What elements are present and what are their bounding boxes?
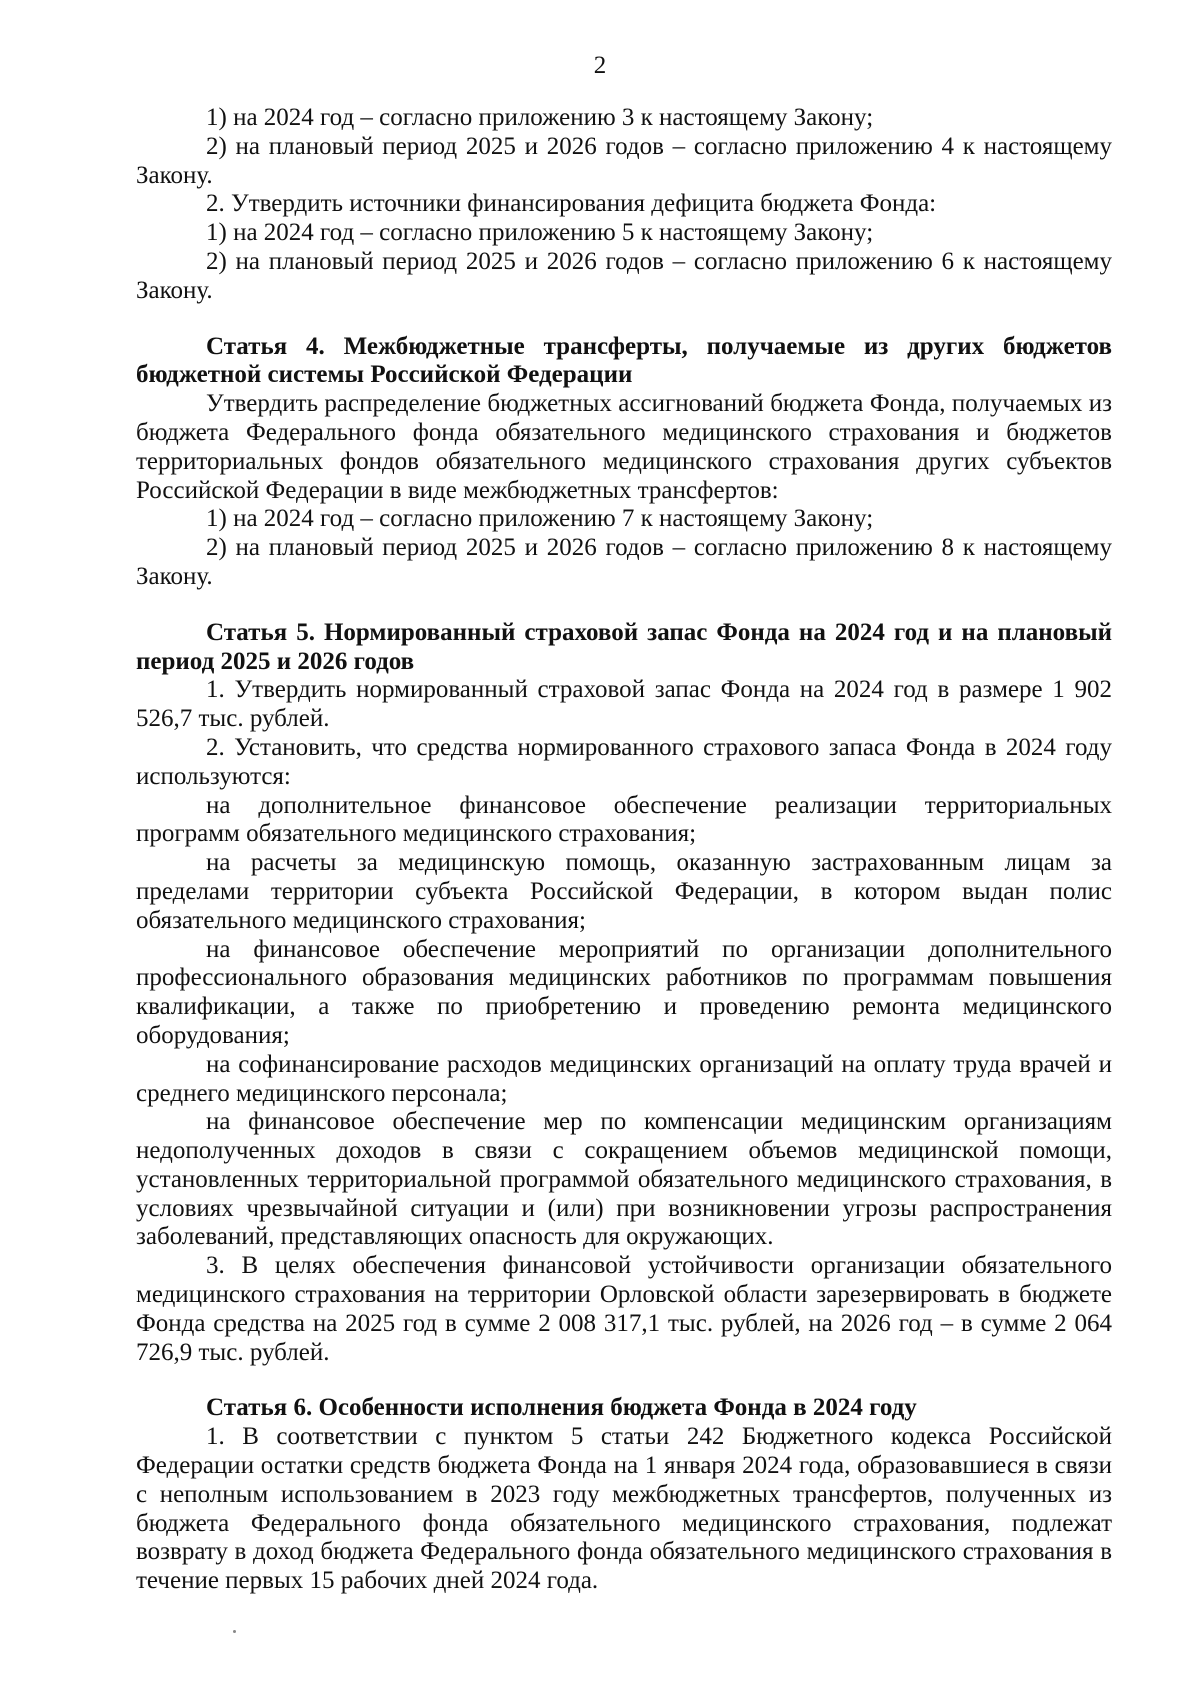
paragraph: 2. Установить, что средства нормированного страхового запаса Фонда в 2024 году используются: [136,733,1112,790]
paragraph: Утвердить распределение бюджетных ассигнований бюджета Фонда, получаемых из бюджета Федерального фонда обязательного медицинского страхования и бюджетов территориальных фондов обязательного медицинского страхования других субъектов Российской Федерации в виде межбюджетных трансфертов: [136,390,1112,504]
section-spacer [136,1367,1112,1394]
paragraph: 3. В целях обеспечения финансовой устойчивости организации обязательного медицинского страхования на территории Орловской области зарезервировать в бюджете Фонда средства на 2025 год в сумме 2 008 317,1 тыс. рублей, на 2026 год – в сумме 2 064 726,9 тыс. рублей. [136,1252,1112,1366]
paragraph: на дополнительное финансовое обеспечение реализации территориальных программ обязательного медицинского страхования; [136,791,1112,848]
paragraph: на софинансирование расходов медицинских организаций на оплату труда врачей и среднего медицинского персонала; [136,1050,1112,1107]
paragraph: 1) на 2024 год – согласно приложению 5 к настоящему Закону; [206,219,874,247]
paragraph: на финансовое обеспечение мер по компенсации медицинским организациям недополученных доходов в связи с сокращением объемов медицинской помощи, установленных территориальной программой обязательного медицинского страхования, в условиях чрезвычайной ситуации и (или) при возникновении угрозы распространения заболеваний, представляющих опасность для окружающих. [136,1108,1112,1251]
paragraph: 1) на 2024 год – согласно приложению 7 к настоящему Закону; [206,505,874,533]
scan-artifact [233,1630,236,1633]
paragraph: 1. В соответствии с пунктом 5 статьи 242 Бюджетного кодекса Российской Федерации остатки средств бюджета Фонда на 1 января 2024 года, образовавшиеся в связи с неполным использованием в 2023 году межбюджетных трансфертов, полученных из бюджета Федерального фонда обязательного медицинского страхования, подлежат возврату в доход бюджета Федерального фонда обязательного медицинского страхования в течение первых 15 рабочих дней 2024 года. [136,1423,1112,1595]
paragraph: 2) на плановый период 2025 и 2026 годов – согласно приложению 6 к настоящему Закону. [136,247,1112,304]
section-spacer [136,592,1112,619]
article-5-heading: Статья 5. Нормированный страховой запас Фонда на 2024 год и на плановый период 2025 и 2026 годов [136,618,1112,675]
section-spacer [136,306,1112,333]
paragraph: на расчеты за медицинскую помощь, оказанную застрахованным лицам за пределами территории субъекта Российской Федерации, в котором выдан полис обязательного медицинского страхования; [136,849,1112,934]
paragraph: 2) на плановый период 2025 и 2026 годов – согласно приложению 8 к настоящему Закону. [136,534,1112,590]
article-6-heading: Статья 6. Особенности исполнения бюджета Фонда в 2024 году [206,1394,917,1422]
paragraph: 2. Утвердить источники финансирования дефицита бюджета Фонда: [206,190,937,218]
article-4-heading: Статья 4. Межбюджетные трансферты, получаемые из других бюджетов бюджетной системы Российской Федерации [136,332,1112,389]
paragraph: 1. Утвердить нормированный страховой запас Фонда на 2024 год в размере 1 902 526,7 тыс. рублей. [136,676,1112,733]
paragraph: 2) на плановый период 2025 и 2026 годов – согласно приложению 4 к настоящему Закону. [136,132,1112,189]
document-body [136,104,1112,1596]
page-number: 2 [593,52,607,79]
paragraph: на финансовое обеспечение мероприятий по организации дополнительного профессионального образования медицинских работников по программам повышения квалификации, а также по приобретению и проведению ремонта медицинского оборудования; [136,935,1112,1049]
paragraph: 1) на 2024 год – согласно приложению 3 к настоящему Закону; [206,104,874,131]
